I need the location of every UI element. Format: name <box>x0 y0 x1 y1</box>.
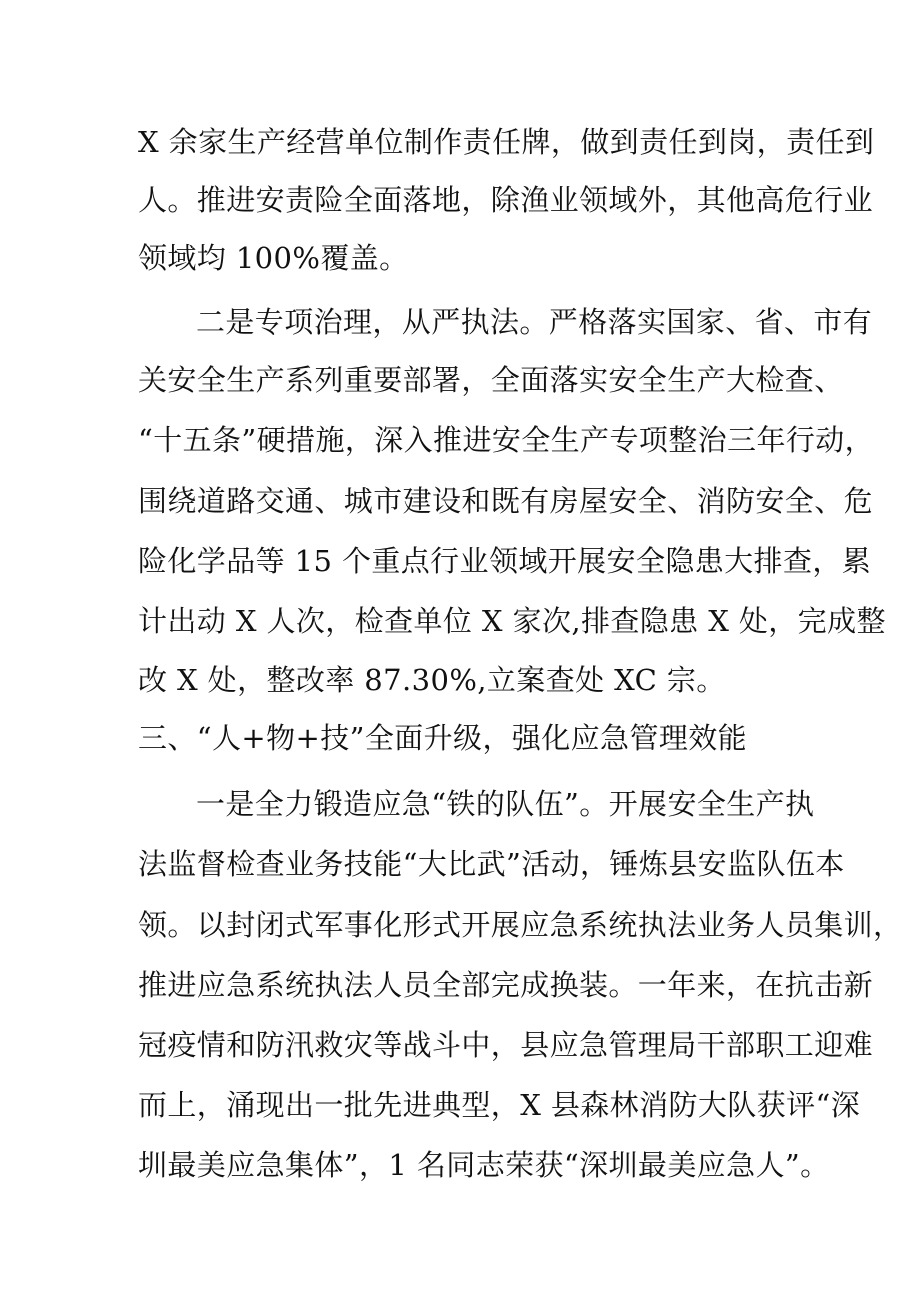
text-line-13: 法监督检查业务技能“大比武”活动，锤炼县安监队伍本 <box>138 847 845 881</box>
text-line-15: 推进应急系统执法人员全部完成换装。一年来，在抗击新 <box>138 968 874 1002</box>
text-line-9: 计出动 X 人次，检查单位 X 家次,排查隐患 X 处，完成整 <box>138 604 886 638</box>
text-line-14: 领。以封闭式军事化形式开展应急系统执法业务人员集训， <box>138 908 903 942</box>
text-line-1: X 余家生产经营单位制作责任牌，做到责任到岗，责任到 <box>138 125 875 159</box>
text-line-16: 冠疫情和防汛救灾等战斗中，县应急管理局干部职工迎难 <box>138 1028 874 1062</box>
text-line-18: 圳最美应急集体”，1 名同志荣获“深圳最美应急人”。 <box>138 1148 830 1182</box>
text-line-4: 二是专项治理，从严执法。严格落实国家、省、市有 <box>196 305 873 339</box>
text-line-17: 而上，涌现出一批先进典型，X 县森林消防大队获评“深 <box>138 1088 861 1122</box>
section-heading: 三、“人+物+技”全面升级，强化应急管理效能 <box>138 721 748 755</box>
text-line-2: 人。推进安责险全面落地，除渔业领域外，其他高危行业 <box>138 183 874 217</box>
text-line-8: 险化学品等 15 个重点行业领域开展安全隐患大排查，累 <box>138 544 872 578</box>
text-line-6: “十五条”硬措施，深入推进安全生产专项整治三年行动， <box>138 423 875 457</box>
text-line-7: 围绕道路交通、城市建设和既有房屋安全、消防安全、危 <box>138 484 874 518</box>
text-line-5: 关安全生产系列重要部署，全面落实安全生产大检查、 <box>138 363 844 397</box>
text-line-10: 改 X 处，整改率 87.30%,立案查处 XC 宗。 <box>138 663 726 697</box>
text-line-3: 领域均 100%覆盖。 <box>138 241 409 275</box>
text-line-12: 一是全力锻造应急“铁的队伍”。开展安全生产执 <box>196 787 815 821</box>
